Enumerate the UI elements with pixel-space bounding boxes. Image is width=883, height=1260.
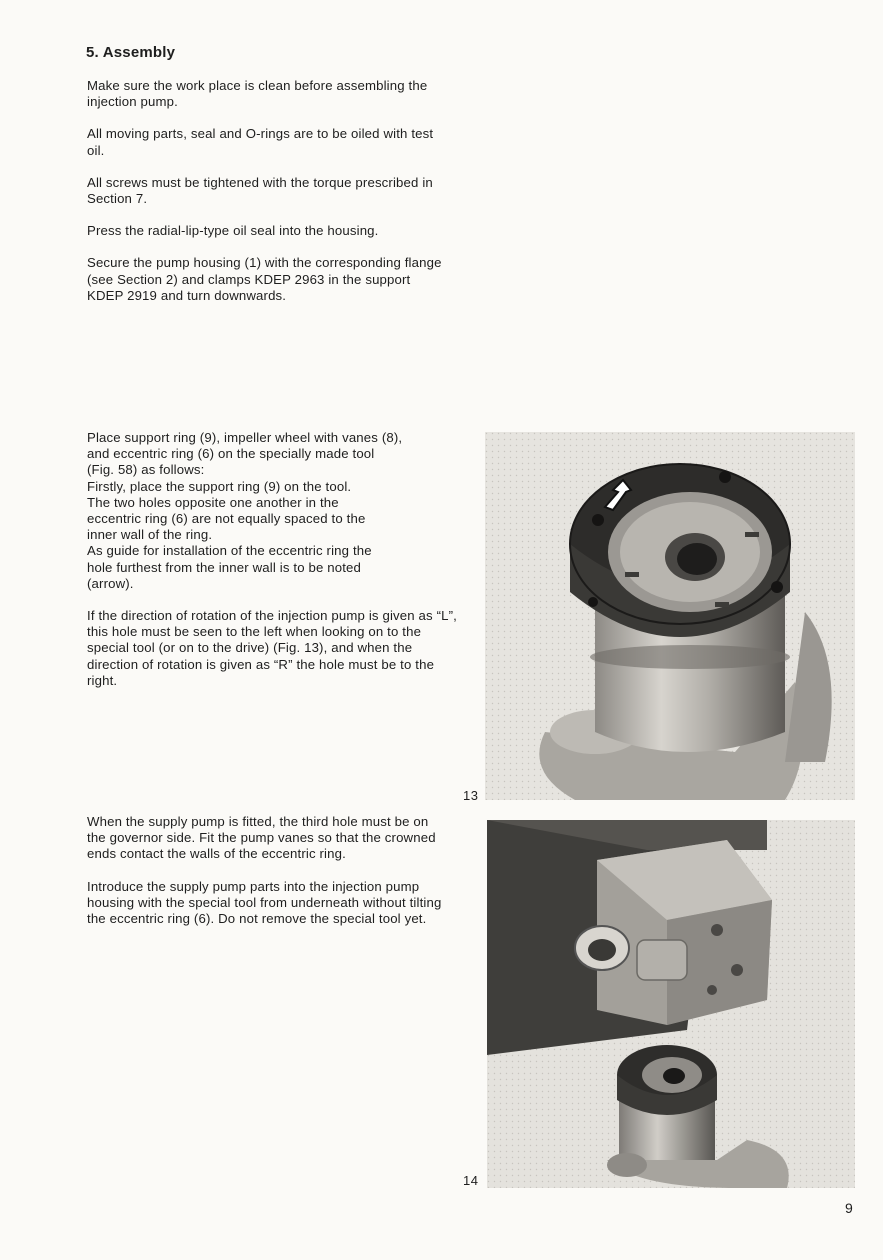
text-line: As guide for installation of the eccentric ring the (87, 543, 372, 559)
page-number: 9 (845, 1200, 853, 1216)
paragraph-third-hole: When the supply pump is fitted, the third hole must be on the governor side. Fit the pump vanes so that the crowned ends contact the walls of the eccentric ring. (87, 814, 436, 862)
figure-14-label: 14 (463, 1173, 479, 1188)
text-line: and eccentric ring (6) on the specially made tool (87, 446, 375, 462)
eccentric-ring-on-tool-illustration (485, 432, 855, 800)
section-title: 5. Assembly (86, 44, 176, 61)
figure-14-photo (487, 820, 855, 1188)
pump-housing-with-tool-illustration (487, 820, 855, 1188)
text-line: inner wall of the ring. (87, 527, 213, 543)
paragraph-torque: All screws must be tightened with the torque prescribed in Section 7. (87, 174, 433, 207)
text-line: Place support ring (9), impeller wheel with vanes (8), (87, 430, 403, 445)
text-line: The two holes opposite one another in the (87, 494, 339, 510)
figure-13-label: 13 (463, 788, 479, 803)
intro-text-block (87, 78, 447, 320)
figure-13-photo (485, 432, 855, 800)
text-line: (Fig. 58) as follows: (87, 462, 205, 478)
paragraph-rotation-direction: If the direction of rotation of the injection pump is given as “L”, this hole must be seen to the left when looking on to the special tool (or on to the drive) (Fig. 13), and when the direction of rotation is given as “R” the hole must be to the right. (87, 608, 457, 688)
paragraph-oil-parts: All moving parts, seal and O-rings are to be oiled with test oil. (87, 126, 434, 158)
paragraph-support-ring (87, 430, 457, 592)
text-line: hole furthest from the inner wall is to be noted (87, 559, 362, 575)
text-line: (arrow). (87, 575, 134, 591)
supply-pump-text-block (87, 814, 447, 943)
paragraph-secure-housing: Secure the pump housing (1) with the corresponding flange (see Section 2) and clamps KDEP 2963 in the support KDEP 2919 and turn downwards. (87, 255, 442, 303)
paragraph-oil-seal: Press the radial-lip-type oil seal into the housing. (87, 223, 379, 239)
text-line: Firstly, place the support ring (9) on the tool. (87, 478, 352, 494)
support-ring-text-block (87, 430, 457, 705)
paragraph-clean-workplace: Make sure the work place is clean before assembling the injection pump. (87, 78, 428, 110)
text-line: eccentric ring (6) are not equally spaced to the (87, 511, 366, 527)
paragraph-introduce-parts: Introduce the supply pump parts into the injection pump housing with the special tool from underneath without tilting the eccentric ring (6). Do not remove the special tool yet. (87, 878, 442, 927)
